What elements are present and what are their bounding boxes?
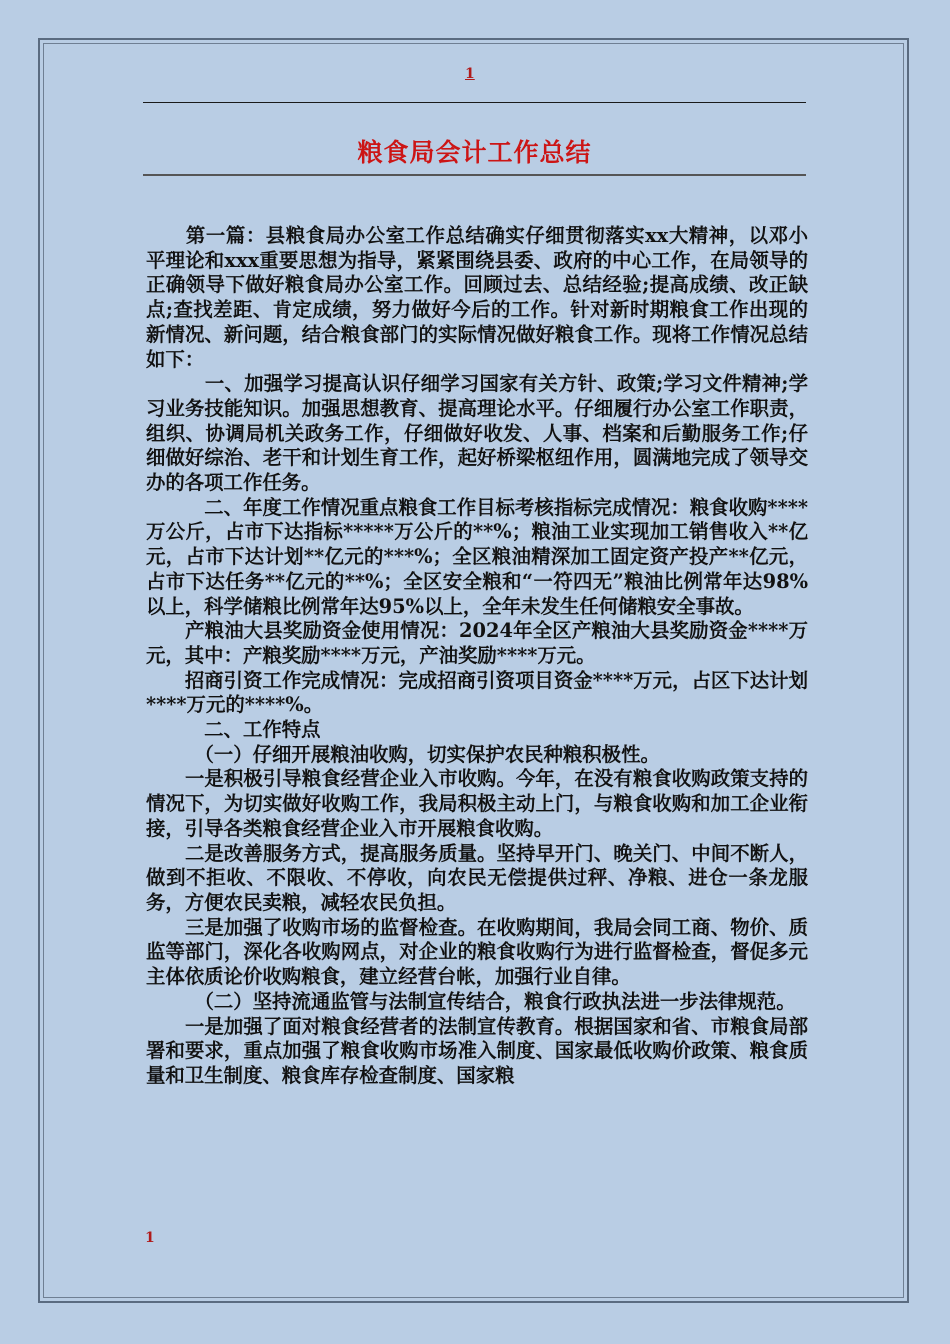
title-rule <box>143 174 806 176</box>
header-rule <box>143 102 806 103</box>
paragraph: 三是加强了收购市场的监督检查。在收购期间，我局会同工商、物价、质监等部门，深化各收购网点，对企业的粮食收购行为进行监督检查，督促多元主体依质论价收购粮食，建立经营台帐，加强行业自律。 <box>146 915 808 989</box>
footer-page-number: 1 <box>145 1230 155 1246</box>
header-page-number: 1 <box>465 66 475 82</box>
paragraph: 二、年度工作情况重点粮食工作目标考核指标完成情况：粮食收购****万公斤，占市下达指标*****万公斤的**%；粮油工业实现加工销售收入**亿元，占市下达计划**亿元的***%；全区粮油精深加工固定资产投产**亿元，占市下达任务**亿元的**%；全区安全粮和“一符四无”粮油比例常年达98%以上，科学储粮比例常年达95%以上，全年未发生任何储粮安全事故。 <box>146 495 808 618</box>
paragraph: 一、加强学习提高认识仔细学习国家有关方针、政策;学习文件精神;学习业务技能知识。加强思想教育、提高理论水平。仔细履行办公室工作职责，组织、协调局机关政务工作，仔细做好收发、人事、档案和后勤服务工作;仔细做好综治、老干和计划生育工作，起好桥梁枢纽作用，圆满地完成了领导交办的各项工作任务。 <box>146 372 808 495</box>
paragraph: 一是积极引导粮食经营企业入市收购。今年，在没有粮食收购政策支持的情况下，为切实做好收购工作，我局积极主动上门，与粮食收购和加工企业衔接，引导各类粮食经营企业入市开展粮食收购。 <box>146 767 808 840</box>
subsection-heading: （二）坚持流通监管与法制宣传结合，粮食行政执法进一步法律规范。 <box>146 989 796 1013</box>
paragraph: 招商引资工作完成情况：完成招商引资项目资金****万元，占区下达计划****万元的****%。 <box>146 668 808 717</box>
subsection-heading: （一）仔细开展粮油收购，切实保护农民种粮积极性。 <box>146 742 660 766</box>
paragraph: 产粮油大县奖励资金使用情况：2024年全区产粮油大县奖励资金****万元，其中：产粮奖励****万元，产油奖励****万元。 <box>146 619 808 667</box>
document-title: 粮食局会计工作总结 <box>357 138 592 167</box>
paragraph: 一是加强了面对粮食经营者的法制宣传教育。根据国家和省、市粮食局部署和要求，重点加强了粮食收购市场准入制度、国家最低收购价政策、粮食质量和卫生制度、粮食库存检查制度、国家粮 <box>146 1014 808 1087</box>
section-heading: 二、工作特点 <box>146 718 321 742</box>
paragraph: 二是改善服务方式，提高服务质量。坚持早开门、晚关门、中间不断人，做到不拒收、不限收、不停收，向农民无偿提供过秤、净粮、进仓一条龙服务，方便农民卖粮，减轻农民负担。 <box>146 841 808 914</box>
paragraph: 第一篇：县粮食局办公室工作总结确实仔细贯彻落实xx大精神，以邓小平理论和xxx重要思想为指导，紧紧围绕县委、政府的中心工作，在局领导的正确领导下做好粮食局办公室工作。回顾过去、总结经验;提高成绩、改正缺点;查找差距、肯定成绩，努力做好今后的工作。针对新时期粮食工作出现的新情况、新问题，结合粮食部门的实际情况做好粮食工作。现将工作情况总结如下： <box>146 224 808 371</box>
document-body <box>146 224 808 1089</box>
